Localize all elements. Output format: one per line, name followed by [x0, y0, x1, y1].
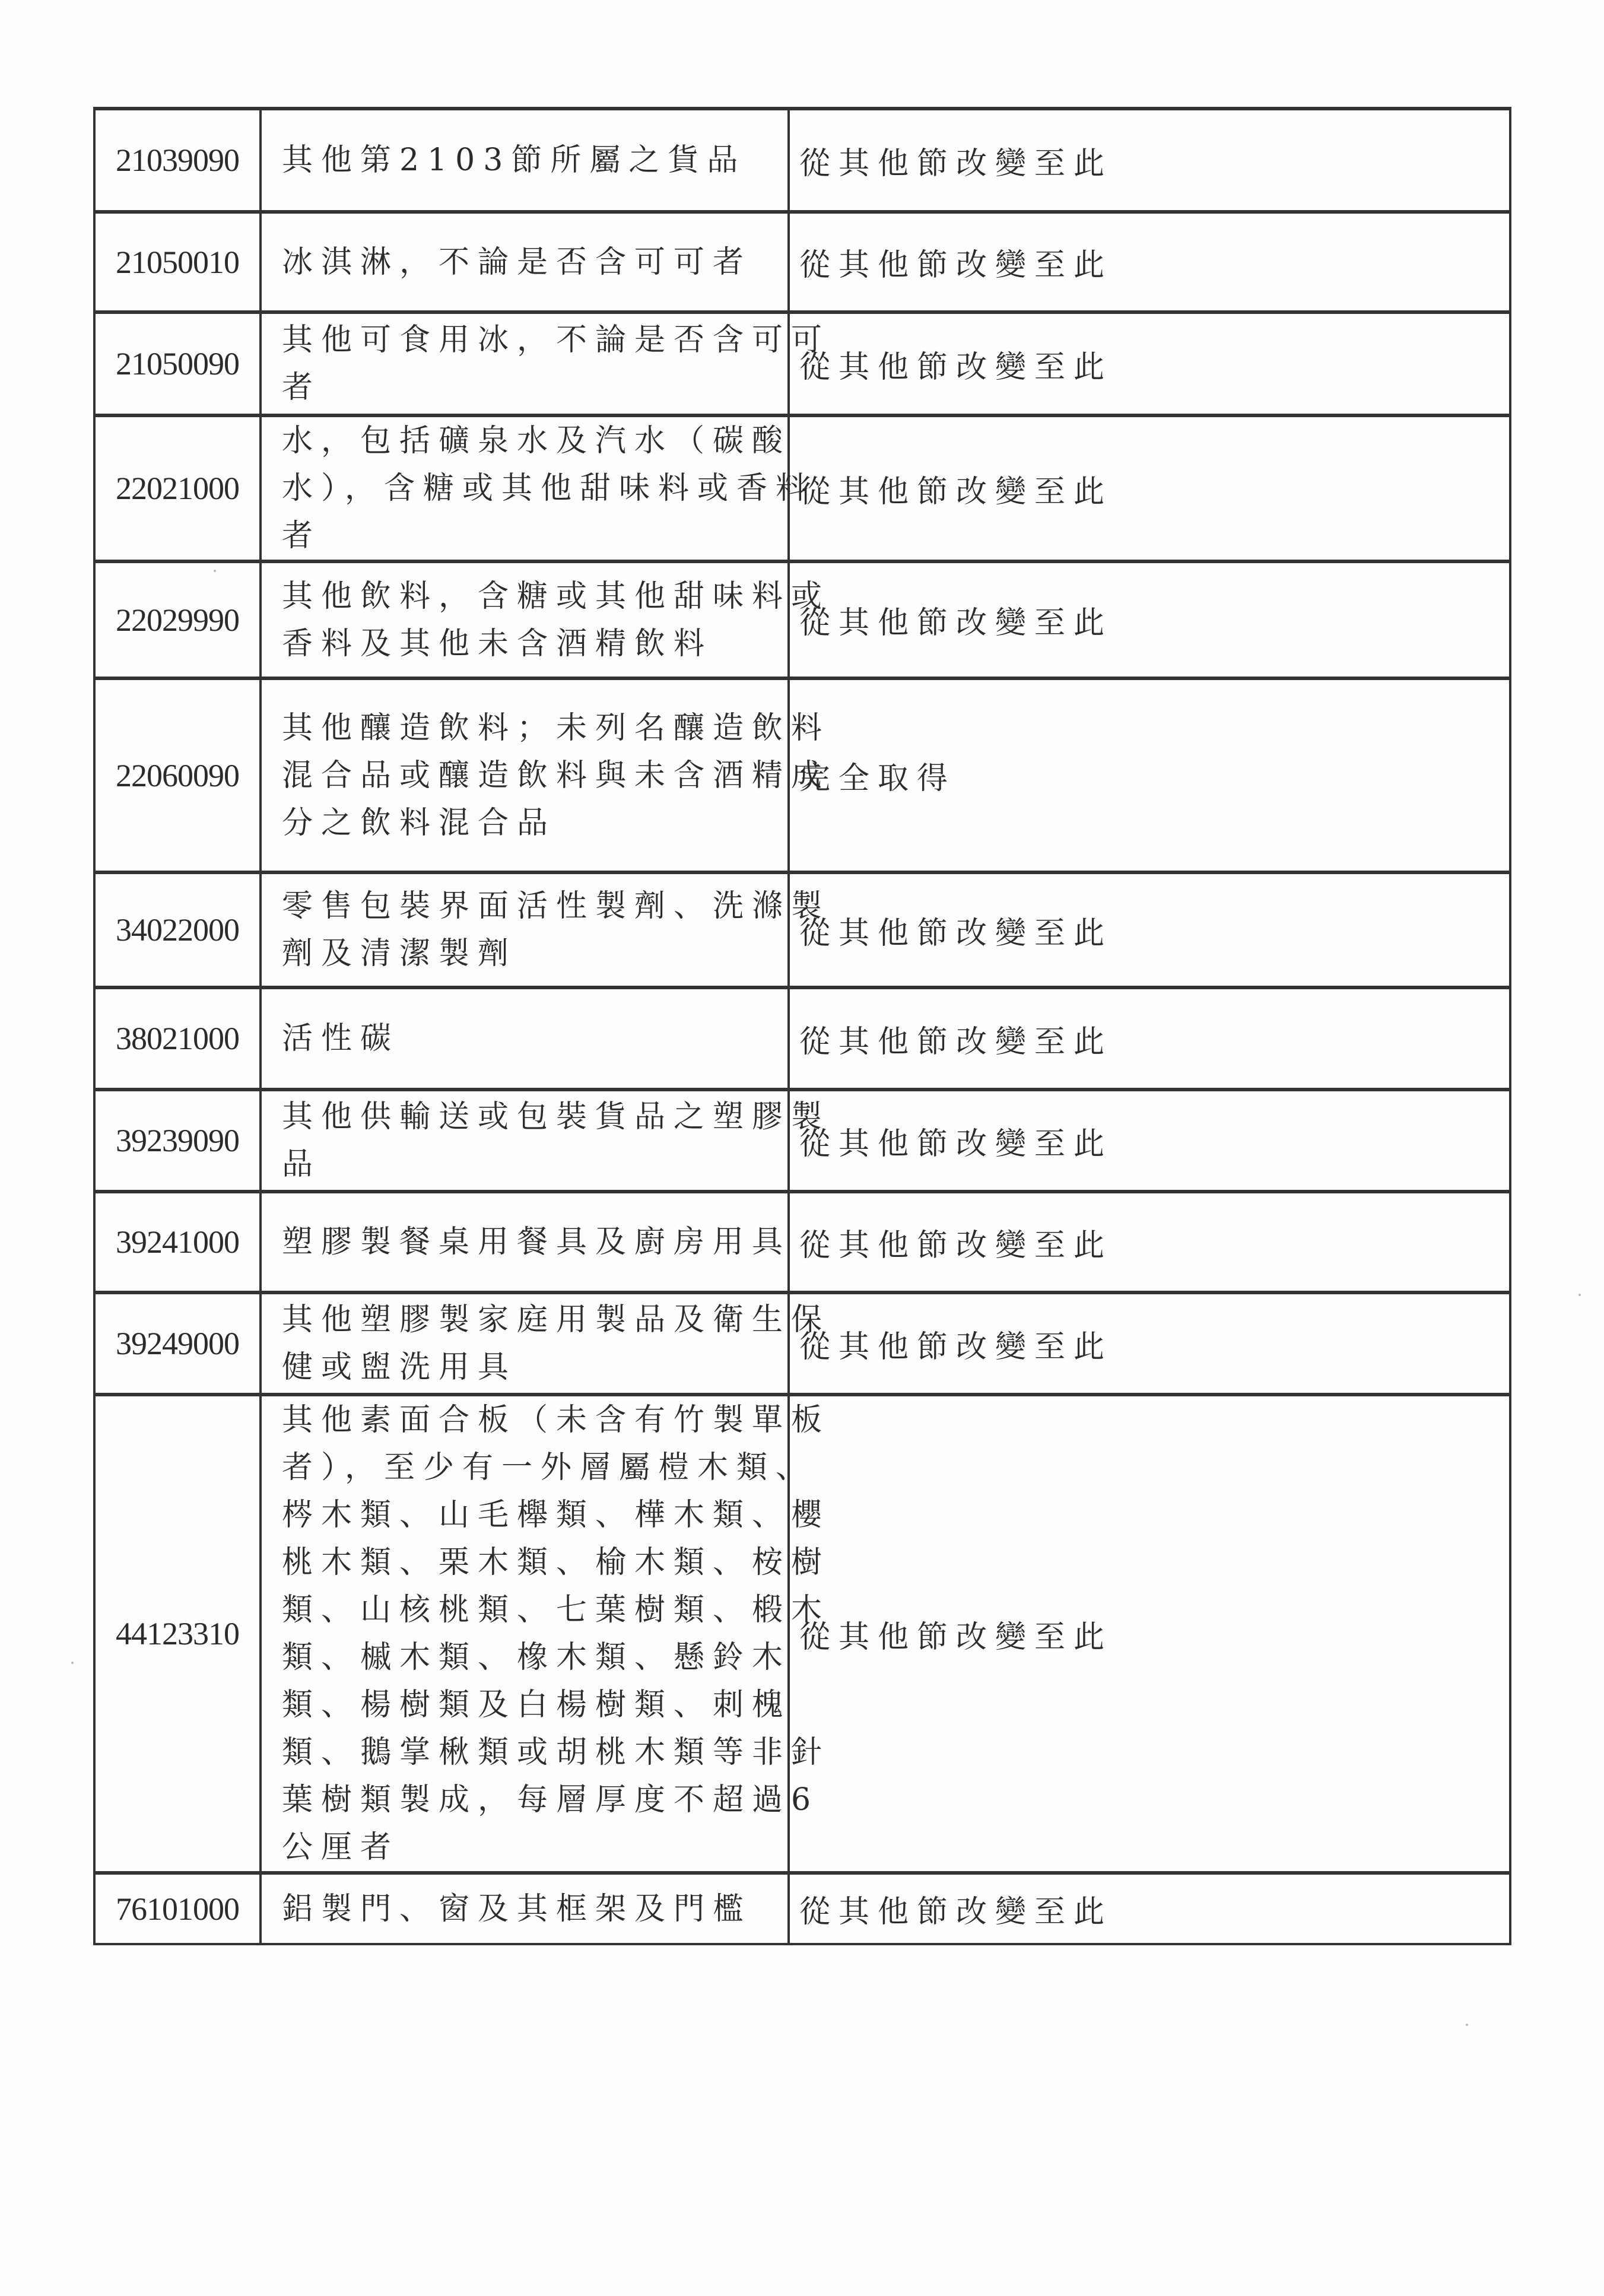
description-line: 者	[282, 370, 322, 405]
hs-code-cell: 22060090	[94, 678, 261, 872]
description-cell	[261, 312, 831, 415]
description-line: 其他塑膠製家庭用製品及衛生保	[282, 1302, 831, 1338]
origin-rule-cell: 從其他節改變至此	[789, 872, 1510, 987]
description-cell	[261, 1873, 789, 1944]
description-line: 類、鵝掌楸類或胡桃木類等非針	[282, 1735, 831, 1770]
description-line: 健或盥洗用具	[282, 1349, 517, 1385]
table-row	[94, 678, 1510, 872]
description-line: 其他素面合板（未含有竹製單板	[282, 1402, 831, 1438]
description-line: 零售包裝界面活性製劑、洗滌製	[282, 888, 831, 924]
table-row	[94, 1192, 1510, 1293]
origin-rule-cell: 從其他節改變至此	[789, 109, 1510, 212]
hs-code-cell: 44123310	[94, 1395, 261, 1873]
description-cell	[261, 1090, 831, 1192]
description-line: 其他供輸送或包裝貨品之塑膠製	[282, 1099, 831, 1135]
hs-code-cell: 39239090	[94, 1090, 261, 1192]
description-line: 混合品或釀造飲料與未含酒精成	[282, 757, 831, 793]
description-line: 鋁製門、窗及其框架及門檻	[282, 1891, 752, 1927]
scan-speck	[1466, 2024, 1468, 2026]
description-line: 冰淇淋，不論是否含可可者	[282, 244, 752, 280]
table-row	[94, 1090, 1510, 1192]
origin-rule-cell: 從其他節改變至此	[789, 561, 1510, 678]
description-line: 梣木類、山毛櫸類、樺木類、櫻	[282, 1497, 831, 1533]
description-line: 其他釀造飲料；未列名釀造飲料	[282, 710, 831, 746]
description-cell	[261, 212, 789, 312]
origin-rule-cell: 從其他節改變至此	[789, 987, 1510, 1090]
description-line: 水），含糖或其他甜味料或香料	[282, 471, 815, 506]
description-line: 者	[282, 518, 322, 554]
description-cell	[261, 561, 831, 678]
description-line: 公厘者	[282, 1830, 400, 1865]
hs-code-cell: 76101000	[94, 1873, 261, 1944]
hs-code-cell: 39241000	[94, 1192, 261, 1293]
description-line: 桃木類、栗木類、榆木類、桉樹	[282, 1545, 831, 1580]
table-row	[94, 987, 1510, 1090]
table-row	[94, 109, 1510, 212]
table-row	[94, 561, 1510, 678]
table-row	[94, 212, 1510, 312]
description-line: 分之飲料混合品	[282, 805, 557, 841]
origin-rule-cell: 從其他節改變至此	[789, 312, 1510, 415]
description-line: 香料及其他未含酒精飲料	[282, 625, 713, 662]
origin-rule-cell: 完全取得	[789, 678, 1510, 872]
description-line: 類、山核桃類、七葉樹類、椴木	[282, 1592, 831, 1628]
description-cell	[261, 415, 815, 561]
table-row	[94, 312, 1510, 415]
hs-code-cell: 22029990	[94, 561, 261, 678]
description-cell	[261, 678, 831, 872]
description-cell	[261, 1192, 792, 1293]
description-cell	[261, 872, 831, 987]
description-cell	[261, 1395, 831, 1873]
description-line: 類、槭木類、橡木類、懸鈴木	[282, 1640, 792, 1675]
origin-rule-cell: 從其他節改變至此	[789, 1873, 1510, 1944]
origin-rule-cell: 從其他節改變至此	[789, 1395, 1510, 1873]
tariff-origin-rules-table	[93, 107, 1511, 1945]
table-row	[94, 1395, 1510, 1873]
table-row	[94, 1293, 1510, 1395]
description-line: 品	[282, 1147, 322, 1182]
description-line: 類、楊樹類及白楊樹類、刺槐	[282, 1687, 792, 1723]
hs-code-cell: 21039090	[94, 109, 261, 212]
description-line: 其他第2103節所屬之貨品	[282, 142, 747, 178]
origin-rule-cell: 從其他節改變至此	[789, 1293, 1510, 1395]
description-line: 其他飲料，含糖或其他甜味料或	[282, 578, 831, 614]
description-line: 活性碳	[282, 1021, 400, 1056]
origin-rule-cell: 從其他節改變至此	[789, 1090, 1510, 1192]
scan-speck	[71, 1662, 74, 1664]
table-row	[94, 872, 1510, 987]
description-cell	[261, 1293, 831, 1395]
hs-code-cell: 39249000	[94, 1293, 261, 1395]
origin-rule-cell: 從其他節改變至此	[789, 415, 1510, 561]
scan-speck	[1578, 1294, 1581, 1296]
hs-code-cell: 22021000	[94, 415, 261, 561]
origin-rule-cell: 從其他節改變至此	[789, 1192, 1510, 1293]
description-line: 其他可食用冰，不論是否含可可	[282, 322, 831, 358]
description-line: 塑膠製餐桌用餐具及廚房用具	[282, 1224, 792, 1260]
table-row	[94, 415, 1510, 561]
hs-code-cell: 38021000	[94, 987, 261, 1090]
scan-speck	[214, 570, 216, 572]
origin-rule-cell: 從其他節改變至此	[789, 212, 1510, 312]
hs-code-cell: 21050010	[94, 212, 261, 312]
table-row	[94, 1873, 1510, 1944]
hs-code-cell: 34022000	[94, 872, 261, 987]
description-cell	[261, 109, 789, 212]
description-line: 者），至少有一外層屬榿木類、	[282, 1450, 815, 1485]
description-line: 葉樹類製成，每層厚度不超過6	[282, 1782, 820, 1818]
description-cell	[261, 987, 789, 1090]
description-line: 水，包括礦泉水及汽水（碳酸	[282, 423, 792, 459]
description-line: 劑及清潔製劑	[282, 936, 517, 971]
hs-code-cell: 21050090	[94, 312, 261, 415]
